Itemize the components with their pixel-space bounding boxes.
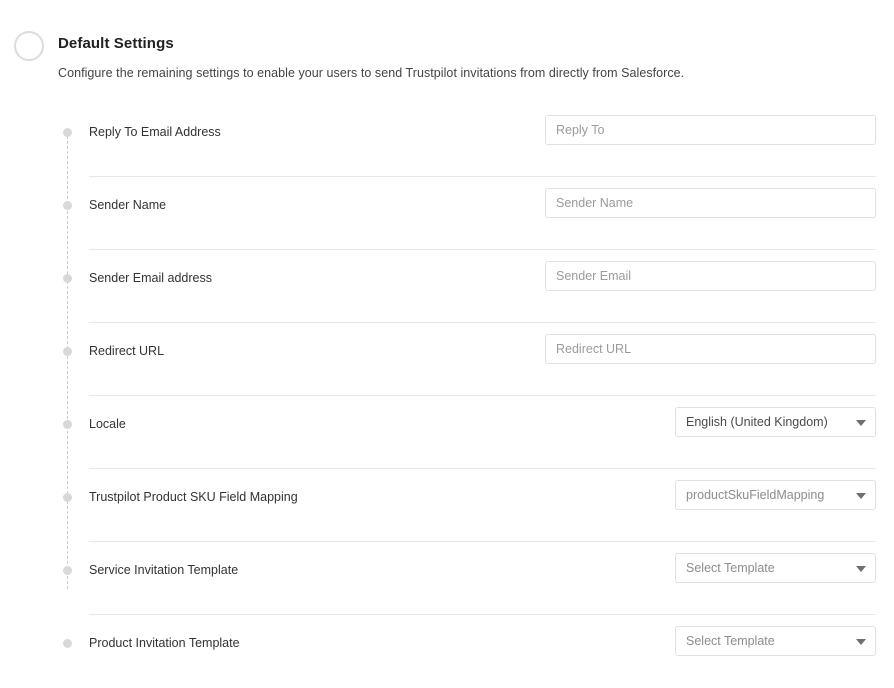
setting-row-sender-email xyxy=(89,250,876,323)
chevron-down-icon xyxy=(856,639,866,645)
setting-row-reply-to-email xyxy=(89,104,876,177)
setting-label: Service Invitation Template xyxy=(89,563,239,577)
locale-select-value: English (United Kingdom) xyxy=(686,415,828,429)
service-invitation-template-select-value: Select Template xyxy=(686,561,775,575)
timeline-dot-icon xyxy=(63,274,72,283)
chevron-down-icon xyxy=(856,420,866,426)
step-indicator-icon xyxy=(14,31,44,61)
timeline-dot-icon xyxy=(63,566,72,575)
timeline-dot-icon xyxy=(63,128,72,137)
setting-label: Product Invitation Template xyxy=(89,636,240,650)
setting-row-product-sku-field-mapping xyxy=(89,469,876,542)
setting-row-sender-name xyxy=(89,177,876,250)
setting-label: Trustpilot Product SKU Field Mapping xyxy=(89,490,298,504)
timeline-dot-icon xyxy=(63,347,72,356)
setting-label: Locale xyxy=(89,417,126,431)
setting-row-locale xyxy=(89,396,876,469)
setting-row-redirect-url xyxy=(89,323,876,396)
setting-label: Sender Name xyxy=(89,198,167,212)
timeline-dot-icon xyxy=(63,420,72,429)
reply-to-email-input[interactable] xyxy=(545,115,876,145)
timeline-dot-icon xyxy=(63,493,72,502)
locale-select[interactable] xyxy=(675,407,876,437)
timeline-dot-icon xyxy=(63,201,72,210)
setting-label: Redirect URL xyxy=(89,344,165,358)
product-sku-field-mapping-select-value: productSkuFieldMapping xyxy=(686,488,825,502)
redirect-url-input[interactable] xyxy=(545,334,876,364)
sender-email-input[interactable] xyxy=(545,261,876,291)
setting-row-service-invitation-template xyxy=(89,542,876,615)
product-invitation-template-select-value: Select Template xyxy=(686,634,775,648)
product-invitation-template-select[interactable] xyxy=(675,626,876,656)
page-subtitle: Configure the remaining settings to enable your users to send Trustpilot invitations from directly from Salesforce. xyxy=(58,66,685,80)
service-invitation-template-select[interactable] xyxy=(675,553,876,583)
setting-label: Reply To Email Address xyxy=(89,125,221,139)
chevron-down-icon xyxy=(856,493,866,499)
page-title: Default Settings xyxy=(58,35,174,52)
timeline-dot-icon xyxy=(63,639,72,648)
setting-label: Sender Email address xyxy=(89,271,212,285)
sender-name-input[interactable] xyxy=(545,188,876,218)
setting-row-product-invitation-template xyxy=(89,615,876,688)
product-sku-field-mapping-select[interactable] xyxy=(675,480,876,510)
settings-form xyxy=(0,104,894,688)
chevron-down-icon xyxy=(856,566,866,572)
